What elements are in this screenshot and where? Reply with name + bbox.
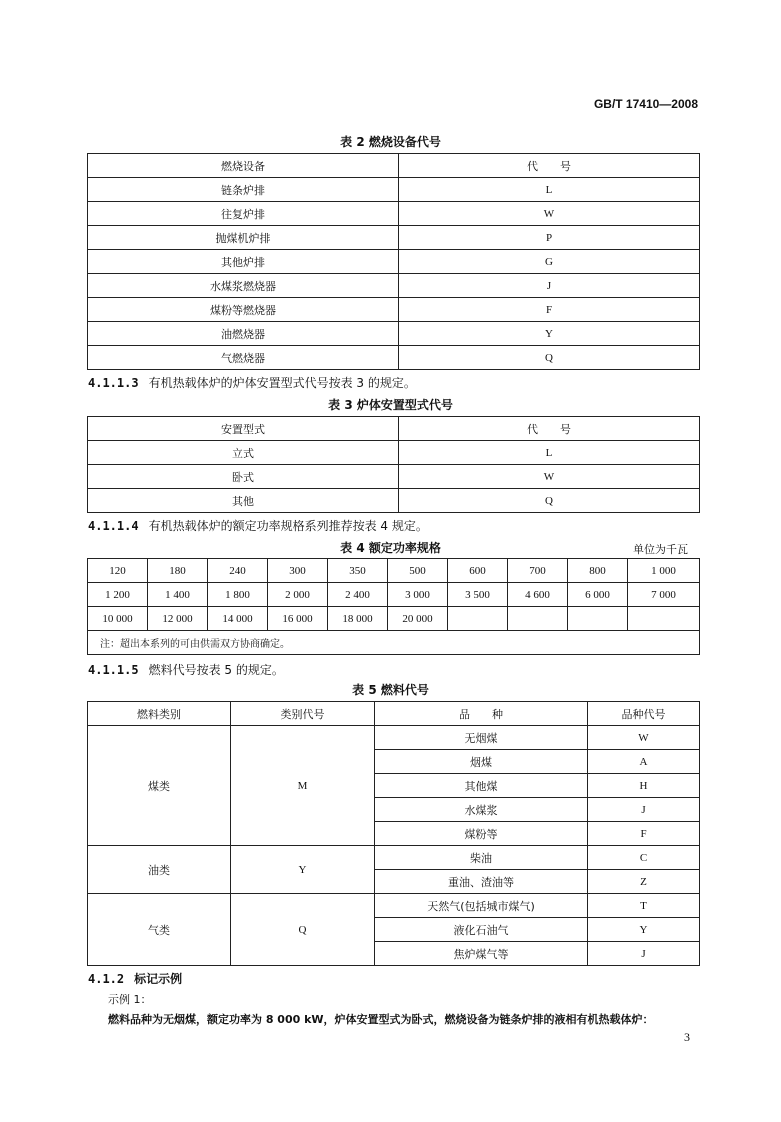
- variety-code: J: [588, 942, 700, 966]
- fuel-category: 气类: [88, 894, 231, 966]
- table-cell: 1 800: [208, 583, 268, 607]
- category-code: Y: [231, 846, 375, 894]
- variety-code: A: [588, 750, 700, 774]
- fuel-category: 煤类: [88, 726, 231, 846]
- table-row: [88, 489, 700, 513]
- table-row: [88, 465, 700, 489]
- table-cell: 240: [208, 559, 268, 583]
- category-code: M: [231, 726, 375, 846]
- para-412: [88, 970, 182, 987]
- table-cell: 700: [508, 559, 568, 583]
- table-cell: 立式: [88, 441, 399, 465]
- variety-code: W: [588, 726, 700, 750]
- table-cell: 12 000: [148, 607, 208, 631]
- table-cell: 其他炉排: [88, 250, 399, 274]
- table-cell: 油燃烧器: [88, 322, 399, 346]
- table-cell: F: [399, 298, 700, 322]
- variety-code: J: [588, 798, 700, 822]
- table-row: [88, 250, 700, 274]
- table-cell: 1 400: [148, 583, 208, 607]
- table2-caption: 表 2 燃烧设备代号: [340, 135, 441, 149]
- table-cell: 气燃烧器: [88, 346, 399, 370]
- table-cell: 2 400: [328, 583, 388, 607]
- fuel-variety: 液化石油气: [375, 918, 588, 942]
- table-cell: 其他: [88, 489, 399, 513]
- header-cell: 代 号: [399, 154, 700, 178]
- table-cell: Q: [399, 489, 700, 513]
- table-row: [88, 894, 700, 918]
- table-cell: [508, 607, 568, 631]
- table-row: [88, 226, 700, 250]
- fuel-variety: 柴油: [375, 846, 588, 870]
- variety-code: C: [588, 846, 700, 870]
- header-cell: 安置型式: [88, 417, 399, 441]
- table-cell: 链条炉排: [88, 178, 399, 202]
- table-cell: 往复炉排: [88, 202, 399, 226]
- header-cell: 燃烧设备: [88, 154, 399, 178]
- table-header-row: [88, 702, 700, 726]
- table-cell: 卧式: [88, 465, 399, 489]
- table-cell: 16 000: [268, 607, 328, 631]
- table-cell: 6 000: [568, 583, 628, 607]
- table-row: [88, 202, 700, 226]
- para-number: 4.1.1.5: [88, 663, 139, 677]
- para-text: 标记示例: [134, 972, 183, 986]
- fuel-variety: 水煤浆: [375, 798, 588, 822]
- variety-code: H: [588, 774, 700, 798]
- table-cell: 3 500: [448, 583, 508, 607]
- table-row: [88, 441, 700, 465]
- table-cell: 煤粉等燃烧器: [88, 298, 399, 322]
- table-cell: 14 000: [208, 607, 268, 631]
- variety-code: T: [588, 894, 700, 918]
- table-note: 注：超出本系列的可由供需双方协商确定。: [88, 631, 700, 655]
- table-cell: [628, 607, 700, 631]
- table-cell: G: [399, 250, 700, 274]
- fuel-variety: 焦炉煤气等: [375, 942, 588, 966]
- fuel-variety: 其他煤: [375, 774, 588, 798]
- table3-caption: 表 3 炉体安置型式代号: [328, 398, 453, 412]
- example-label: 示例 1：: [108, 993, 152, 1006]
- table-cell: J: [399, 274, 700, 298]
- table-cell: W: [399, 465, 700, 489]
- table-cell: 1 200: [88, 583, 148, 607]
- para-4114: [88, 517, 428, 534]
- table-cell: 300: [268, 559, 328, 583]
- table-cell: 20 000: [388, 607, 448, 631]
- table-cell: 抛煤机炉排: [88, 226, 399, 250]
- table-cell: 500: [388, 559, 448, 583]
- header-cell: 品 种: [375, 702, 588, 726]
- table-cell: W: [399, 202, 700, 226]
- example-text: 燃料品种为无烟煤，额定功率为 8 000 kW，炉体安置型式为卧式，燃烧设备为链条炉排的液相有机热载体炉：: [108, 1013, 654, 1026]
- table-note-row: [88, 631, 700, 655]
- table-row: [88, 322, 700, 346]
- fuel-variety: 天然气(包括城市煤气): [375, 894, 588, 918]
- table-header-row: [88, 154, 700, 178]
- para-4115: [88, 661, 284, 678]
- table-cell: 4 600: [508, 583, 568, 607]
- para-text: 燃料代号按表 5 的规定。: [148, 663, 284, 677]
- table-cell: 7 000: [628, 583, 700, 607]
- table-cell: [448, 607, 508, 631]
- table-cell: 水煤浆燃烧器: [88, 274, 399, 298]
- header-cell: 燃料类别: [88, 702, 231, 726]
- table-cell: 800: [568, 559, 628, 583]
- table-cell: P: [399, 226, 700, 250]
- table-cell: [568, 607, 628, 631]
- table4-unit: 单位为千瓦: [633, 543, 688, 556]
- variety-code: F: [588, 822, 700, 846]
- table2: [87, 153, 700, 370]
- fuel-variety: 重油、渣油等: [375, 870, 588, 894]
- variety-code: Y: [588, 918, 700, 942]
- table4-caption: 表 4 额定功率规格: [340, 541, 441, 555]
- table-cell: 600: [448, 559, 508, 583]
- table-row: [88, 583, 700, 607]
- para-4113: [88, 374, 416, 391]
- table-row: [88, 846, 700, 870]
- header-cell: 代 号: [399, 417, 700, 441]
- para-number: 4.1.1.3: [88, 376, 139, 390]
- table3: [87, 416, 700, 513]
- table-cell: 3 000: [388, 583, 448, 607]
- variety-code: Z: [588, 870, 700, 894]
- table-cell: 2 000: [268, 583, 328, 607]
- fuel-variety: 煤粉等: [375, 822, 588, 846]
- table-cell: 10 000: [88, 607, 148, 631]
- table-cell: 18 000: [328, 607, 388, 631]
- table-cell: Q: [399, 346, 700, 370]
- table-row: [88, 346, 700, 370]
- fuel-variety: 烟煤: [375, 750, 588, 774]
- category-code: Q: [231, 894, 375, 966]
- table-cell: L: [399, 441, 700, 465]
- table5: [87, 701, 700, 966]
- standard-code: GB/T 17410—2008: [593, 97, 698, 111]
- table-row: [88, 726, 700, 750]
- table-cell: L: [399, 178, 700, 202]
- para-number: 4.1.2: [88, 972, 125, 986]
- fuel-variety: 无烟煤: [375, 726, 588, 750]
- table-cell: Y: [399, 322, 700, 346]
- table4: [87, 558, 700, 655]
- table-header-row: [88, 417, 700, 441]
- header-cell: 品种代号: [588, 702, 700, 726]
- table5-caption: 表 5 燃料代号: [352, 683, 429, 697]
- table-row: [88, 559, 700, 583]
- table-cell: 1 000: [628, 559, 700, 583]
- table-row: [88, 178, 700, 202]
- table-row: [88, 274, 700, 298]
- table-cell: 350: [328, 559, 388, 583]
- header-cell: 类别代号: [231, 702, 375, 726]
- table-cell: 180: [148, 559, 208, 583]
- para-text: 有机热载体炉的额定功率规格系列推荐按表 4 规定。: [148, 519, 428, 533]
- page-number: 3: [684, 1030, 690, 1044]
- para-number: 4.1.1.4: [88, 519, 139, 533]
- table-row: [88, 607, 700, 631]
- fuel-category: 油类: [88, 846, 231, 894]
- table-cell: 120: [88, 559, 148, 583]
- table-row: [88, 298, 700, 322]
- para-text: 有机热载体炉的炉体安置型式代号按表 3 的规定。: [148, 376, 416, 390]
